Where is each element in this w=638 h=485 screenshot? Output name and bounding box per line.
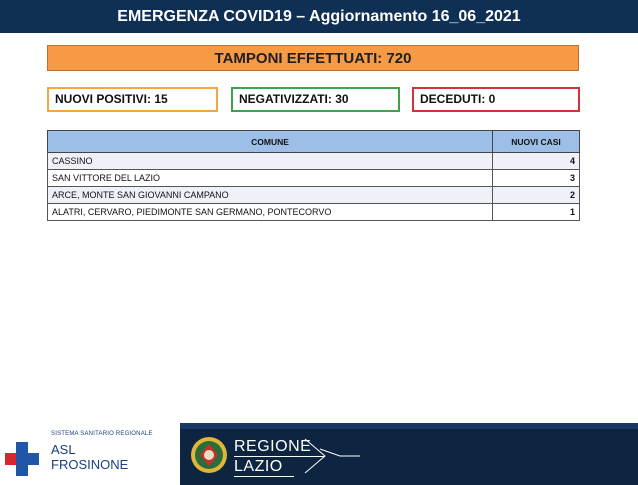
page-header: [0, 0, 638, 33]
row-comune: SAN VITTORE DEL LAZIO: [48, 170, 493, 187]
table-row: [48, 204, 580, 221]
nuovi-positivi-label: NUOVI POSITIVI: 15: [55, 92, 168, 106]
negativizzati-label: NEGATIVIZZATI: 30: [239, 92, 349, 106]
deceduti-box: [412, 87, 580, 112]
table-header-row: [48, 131, 580, 153]
page-title: EMERGENZA COVID19 – Aggiornamento 16_06_2021: [117, 8, 521, 25]
regione-emblem-icon: [190, 436, 228, 474]
row-casi: 1: [493, 204, 580, 221]
negativizzati-box: [231, 87, 400, 112]
regione-line1: REGIONE: [234, 438, 312, 455]
table-row: [48, 187, 580, 204]
header-nuovi-casi: NUOVI CASI: [493, 131, 580, 153]
row-comune: ALATRI, CERVARO, PIEDIMONTE SAN GERMANO, PONTECORVO: [48, 204, 493, 221]
asl-frosinone-logo: [0, 420, 180, 485]
banner-stripe: [180, 423, 638, 429]
row-comune: ARCE, MONTE SAN GIOVANNI CAMPANO: [48, 187, 493, 204]
row-casi: 3: [493, 170, 580, 187]
table-row: [48, 170, 580, 187]
nuovi-positivi-box: [47, 87, 218, 112]
tamponi-label: TAMPONI EFFETTUATI: 720: [214, 50, 412, 67]
deceduti-label: DECEDUTI: 0: [420, 92, 496, 106]
asl-cross-icon: [3, 440, 41, 478]
regione-chevron-lines-icon: [300, 431, 380, 481]
row-comune: CASSINO: [48, 153, 493, 170]
tamponi-banner: [47, 45, 579, 71]
row-casi: 4: [493, 153, 580, 170]
table-row: [48, 153, 580, 170]
asl-name-line2: FROSINONE: [51, 457, 129, 472]
asl-name-line1: ASL: [51, 442, 76, 457]
asl-subtitle: SISTEMA SANITARIO REGIONALE: [51, 431, 153, 437]
row-casi: 2: [493, 187, 580, 204]
cases-table: [47, 130, 580, 221]
regione-line2: LAZIO: [234, 458, 283, 475]
regione-rule-bottom: [234, 476, 294, 477]
regione-lazio-banner: [180, 423, 638, 485]
header-comune: COMUNE: [48, 131, 493, 153]
